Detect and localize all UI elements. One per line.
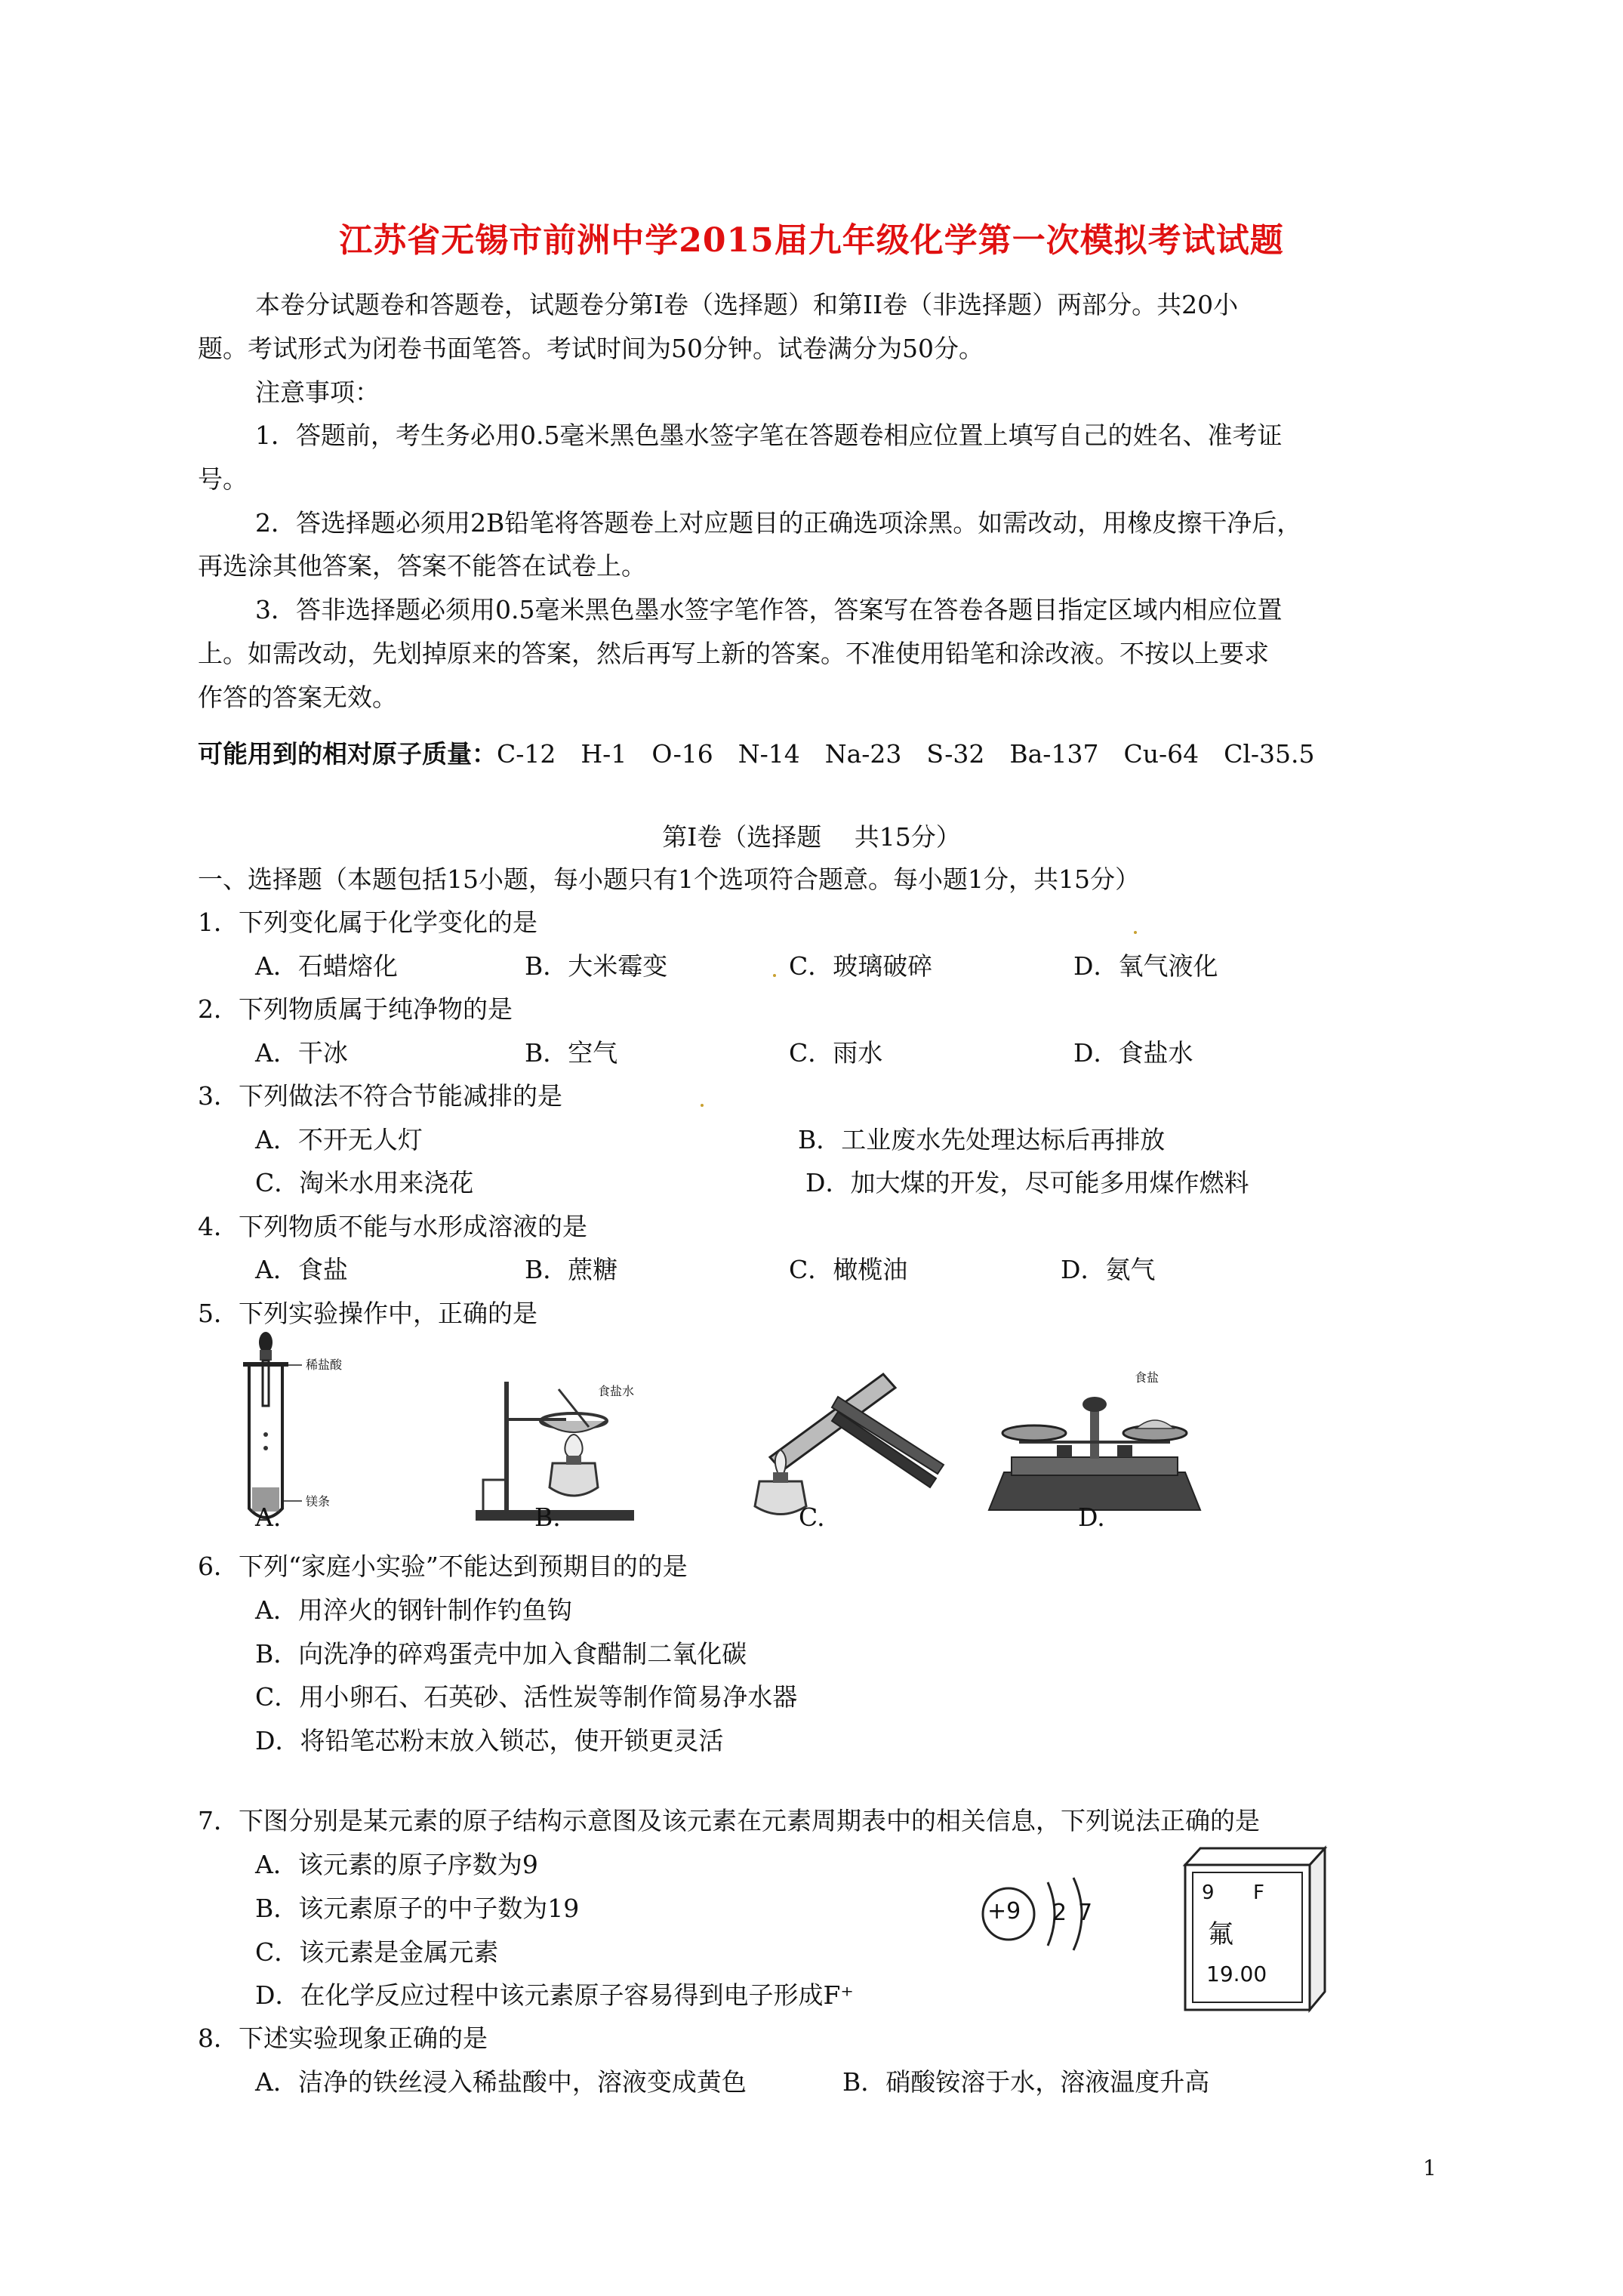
q1-option-b: B．大米霉变 [525, 951, 668, 981]
notice-2b: 再选涂其他答案，答案不能答在试卷上。 [198, 551, 646, 581]
q4-option-a: A．食盐 [255, 1255, 348, 1284]
q1-option-c: C．玻璃破碎 [789, 951, 933, 981]
q6-option-d: D．将铅笔芯粉末放入锁芯，使开锁更灵活 [255, 1726, 724, 1755]
q2-option-d: D．食盐水 [1073, 1038, 1193, 1068]
atomic-mass-values: C-12 H-1 O-16 N-14 Na-23 S-32 Ba-137 Cu-64 Cl-35.5 [497, 739, 1315, 769]
figure-a-label-acid: 稀盐酸 [306, 1358, 343, 1372]
page-title: 江苏省无锡市前洲中学2015届九年级化学第一次模拟考试试题 [339, 221, 1284, 260]
notice-1b: 号。 [198, 464, 248, 494]
q6-option-b: B．向洗净的碎鸡蛋壳中加入食醋制二氧化碳 [255, 1639, 747, 1669]
q4-option-b: B．蔗糖 [525, 1255, 618, 1284]
q4-stem: 4．下列物质不能与水形成溶液的是 [198, 1212, 587, 1241]
q2-option-c: C．雨水 [789, 1038, 883, 1068]
q3-option-c: C．淘米水用来浇花 [255, 1168, 474, 1197]
figure-label-a: A. [255, 1502, 282, 1532]
notice-heading: 注意事项： [255, 378, 380, 407]
pt-atomic-number: 9 [1202, 1881, 1215, 1904]
atomic-mass-line [198, 732, 1315, 776]
page-number: 1 [1423, 2156, 1437, 2180]
q7-stem: 7．下图分别是某元素的原子结构示意图及该元素在元素周期表中的相关信息，下列说法正确的是 [198, 1806, 1260, 1835]
notice-3c: 作答的答案无效。 [198, 683, 397, 712]
q7-option-a: A．该元素的原子序数为9 [255, 1850, 538, 1879]
figure-d-label-salt: 食盐 [1135, 1370, 1160, 1385]
pt-element-name: 氟 [1208, 1919, 1233, 1949]
q2-stem: 2．下列物质属于纯净物的是 [198, 994, 513, 1024]
intro-line-2: 题。考试形式为闭卷书面笔答。考试时间为50分钟。试卷满分为50分。 [198, 334, 984, 363]
intro-line-1: 本卷分试题卷和答题卷，试题卷分第Ⅰ卷（选择题）和第II卷（非选择题）两部分。共20小 [255, 290, 1239, 319]
q2-option-b: B．空气 [525, 1038, 618, 1068]
q6-option-a: A．用淬火的钢针制作钓鱼钩 [255, 1595, 572, 1625]
q1-option-d: D．氧气液化 [1073, 951, 1218, 981]
notice-3b: 上。如需改动，先划掉原来的答案，然后再写上新的答案。不准使用铅笔和涂改液。不按以上要求 [198, 639, 1269, 668]
q7-option-b: B．该元素原子的中子数为19 [255, 1894, 580, 1923]
q2-option-a: A．干冰 [255, 1038, 348, 1068]
q1-option-a: A．石蜡熔化 [255, 951, 398, 981]
section-title: 第Ⅰ卷（选择题 共15分） [662, 822, 961, 852]
notice-3a: 3．答非选择题必须用0.5毫米黑色墨水签字笔作答，答案写在答卷各题目指定区域内相应位置 [255, 595, 1283, 624]
q7-option-d: D．在化学反应过程中该元素原子容易得到电子形成F⁺ [255, 1980, 854, 2010]
q5-stem: 5．下列实验操作中，正确的是 [198, 1299, 537, 1328]
q1-stem: 1．下列变化属于化学变化的是 [198, 908, 537, 937]
q6-option-c: C．用小卵石、石英砂、活性炭等制作简易净水器 [255, 1682, 798, 1712]
periodic-table-cell [1178, 1842, 1329, 2016]
figure-c-heating-tube [725, 1344, 951, 1525]
stray-dot [1134, 931, 1137, 934]
q8-option-a: A．洁净的铁丝浸入稀盐酸中，溶液变成黄色 [255, 2067, 747, 2097]
notice-1a: 1．答题前，考生务必用0.5毫米黑色墨水签字笔在答题卷相应位置上填写自己的姓名、准考证 [255, 421, 1283, 450]
q3-stem: 3．下列做法不符合节能减排的是 [198, 1081, 562, 1111]
section-description: 一、选择题（本题包括15小题，每小题只有1个选项符合题意。每小题1分，共15分） [198, 864, 1140, 894]
figure-label-c: C. [799, 1502, 825, 1532]
stray-dot [773, 974, 776, 977]
atom-shell-2-electrons: 7 [1078, 1900, 1093, 1926]
q7-option-c: C．该元素是金属元素 [255, 1937, 499, 1967]
q8-option-b: B．硝酸铵溶于水，溶液温度升高 [842, 2067, 1210, 2097]
atomic-mass-label: 可能用到的相对原子质量： [198, 739, 497, 769]
stray-dot [701, 1104, 704, 1107]
atom-nucleus-charge: +9 [987, 1898, 1021, 1925]
notice-2a: 2．答选择题必须用2B铅笔将答题卷上对应题目的正确选项涂黑。如需改动，用橡皮擦干净后， [255, 508, 1302, 538]
figure-label-b: B. [534, 1502, 561, 1532]
q3-option-b: B．工业废水先处理达标后再排放 [798, 1125, 1166, 1154]
q3-option-d: D．加大煤的开发，尽可能多用煤作燃料 [805, 1168, 1249, 1197]
atom-shell-1-electrons: 2 [1052, 1900, 1067, 1926]
figure-a-label-magnesium: 镁条 [306, 1494, 331, 1509]
pt-atomic-mass: 19.00 [1206, 1962, 1267, 1986]
pt-element-symbol: F [1253, 1881, 1264, 1904]
q6-stem: 6．下列“家庭小实验”不能达到预期目的的是 [198, 1552, 688, 1581]
figure-b-label-saltwater: 食盐水 [598, 1384, 635, 1398]
q3-option-a: A．不开无人灯 [255, 1125, 423, 1154]
q8-stem: 8．下述实验现象正确的是 [198, 2023, 488, 2053]
figure-label-d: D. [1078, 1502, 1105, 1532]
q4-option-c: C．橄榄油 [789, 1255, 908, 1284]
q4-option-d: D．氨气 [1061, 1255, 1156, 1284]
